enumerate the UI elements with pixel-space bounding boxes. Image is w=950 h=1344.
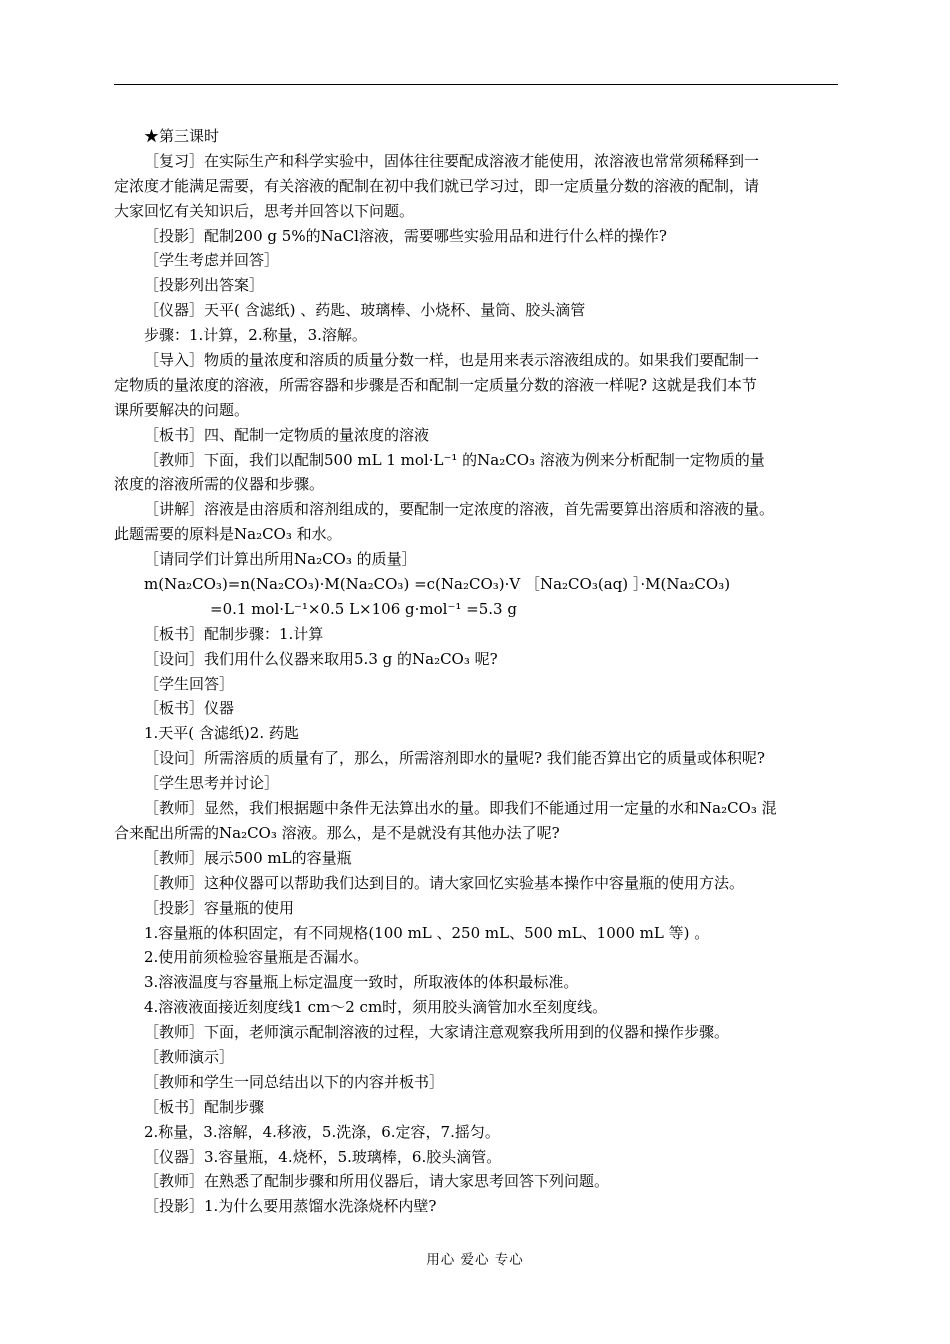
- text-line: ［教师］下面，老师演示配制溶液的过程，大家请注意观察我所用到的仪器和操作步骤。: [144, 1023, 730, 1042]
- text-line: ［学生思考并讨论］: [144, 774, 280, 793]
- text-line: 1.天平( 含滤纸)2. 药匙: [144, 724, 299, 743]
- text-line: ［投影］配制200 g 5%的NaCl溶液，需要哪些实验用品和进行什么样的操作?: [144, 226, 667, 245]
- text-line: ［板书］配制步骤: [144, 1097, 265, 1116]
- text-line: ［设问］所需溶质的质量有了，那么，所需溶剂即水的量呢? 我们能否算出它的质量或体积呢?: [144, 749, 765, 768]
- document-body: [114, 124, 844, 1219]
- text-line: ［教师］这种仪器可以帮助我们达到目的。请大家回忆实验基本操作中容量瓶的使用方法。: [144, 873, 745, 892]
- text-line: ［请同学们计算出所用Na₂CO₃ 的质量］: [144, 550, 417, 569]
- text-line: 4.溶液液面接近刻度线1 cm～2 cm时，须用胶头滴管加水至刻度线。: [144, 998, 608, 1017]
- text-line: 步骤：1.计算，2.称量，3.溶解。: [144, 326, 367, 345]
- text-line: ［投影列出答案］: [144, 276, 265, 295]
- text-line: ［投影］容量瓶的使用: [144, 898, 295, 917]
- text-line: ［仪器］3.容量瓶，4.烧杯，5.玻璃棒，6.胶头滴管。: [144, 1147, 502, 1166]
- text-line: 2.称量，3.溶解，4.移液，5.洗涤，6.定容，7.摇匀。: [144, 1122, 500, 1141]
- text-line: 定物质的量浓度的溶液，所需容器和步骤是否和配制一定质量分数的溶液一样呢? 这就是我们本节: [114, 375, 757, 394]
- text-line: ［导入］物质的量浓度和溶质的质量分数一样，也是用来表示溶液组成的。如果我们要配制一: [144, 351, 760, 370]
- text-line: ［复习］在实际生产和科学实验中，固体往往要配成溶液才能使用，浓溶液也常常须稀释到一: [144, 151, 760, 170]
- text-line: 2.使用前须检验容量瓶是否漏水。: [144, 948, 369, 967]
- text-line: ★第三课时: [144, 127, 220, 145]
- header-rule: [114, 84, 838, 85]
- text-line: ［板书］配制步骤：1.计算: [144, 624, 324, 643]
- text-line: ［教师］显然，我们根据题中条件无法算出水的量。即我们不能通过用一定量的水和Na₂CO₃ 混: [144, 799, 777, 818]
- text-line: 3.溶液温度与容量瓶上标定温度一致时，所取液体的体积最标准。: [144, 973, 579, 992]
- text-line: 1.容量瓶的体积固定，有不同规格(100 mL 、250 mL、500 mL、1000 mL 等) 。: [144, 923, 710, 942]
- text-line: ［教师］在熟悉了配制步骤和所用仪器后，请大家思考回答下列问题。: [144, 1172, 610, 1191]
- text-line: ［学生考虑并回答］: [144, 251, 280, 270]
- text-line: ［教师演示］: [144, 1047, 235, 1066]
- text-line: 定浓度才能满足需要，有关溶液的配制在初中我们就已学习过，即一定质量分数的溶液的配制，请: [114, 176, 760, 195]
- text-line: ［投影］1.为什么要用蒸馏水洗涤烧杯内壁?: [144, 1197, 437, 1216]
- text-line: ［教师］下面，我们以配制500 mL 1 mol·L⁻¹ 的Na₂CO₃ 溶液为例来分析配制一定物质的量: [144, 450, 765, 469]
- text-line: ［讲解］溶液是由溶质和溶剂组成的，要配制一定浓度的溶液，首先需要算出溶质和溶液的量。: [144, 500, 775, 519]
- text-line: m(Na₂CO₃)=n(Na₂CO₃)·M(Na₂CO₃) =c(Na₂CO₃)·V ［Na₂CO₃(aq) ］·M(Na₂CO₃): [144, 575, 731, 594]
- text-line: 此题需要的原料是Na₂CO₃ 和水。: [114, 525, 342, 544]
- text-line: 浓度的溶液所需的仪器和步骤。: [114, 475, 325, 494]
- text-line: ［板书］四、配制一定物质的量浓度的溶液: [144, 425, 430, 444]
- text-line: ［板书］仪器: [144, 699, 235, 718]
- text-line: ［设问］我们用什么仪器来取用5.3 g 的Na₂CO₃ 呢?: [144, 649, 498, 668]
- text-line: ［学生回答］: [144, 674, 235, 693]
- text-line: =0.1 mol·L⁻¹×0.5 L×106 g·mol⁻¹ =5.3 g: [210, 599, 517, 618]
- text-line: 大家回忆有关知识后，思考并回答以下问题。: [114, 201, 415, 220]
- text-line: 课所要解决的问题。: [114, 400, 250, 419]
- text-line: 合来配出所需的Na₂CO₃ 溶液。那么，是不是就没有其他办法了呢?: [114, 823, 560, 842]
- text-line: ［教师］展示500 mL的容量瓶: [144, 848, 352, 867]
- text-line: ［教师和学生一同总结出以下的内容并板书］: [144, 1072, 445, 1091]
- text-line: ［仪器］天平( 含滤纸) 、药匙、玻璃棒、小烧杯、量筒、胶头滴管: [144, 301, 586, 320]
- page-footer: 用心 爱心 专心: [426, 1252, 524, 1268]
